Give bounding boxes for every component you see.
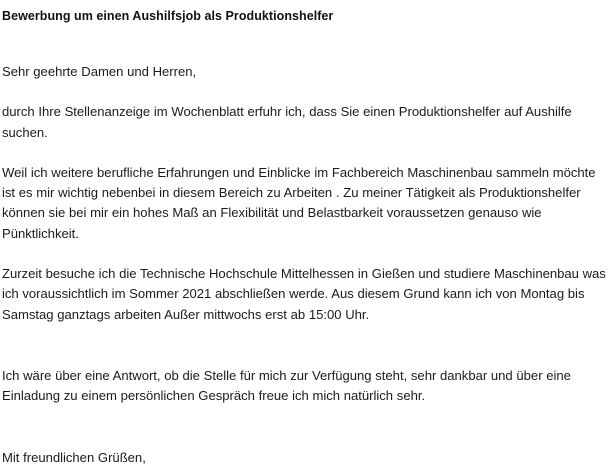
body-paragraph-3: Zurzeit besuche ich die Technische Hochschule Mittelhessen in Gießen und studiere Maschinenbau was ich voraussichtlich im Sommer 2021 abschließen werde. Aus diesem Grund kann ich von Montag bis Samstag ganztags arbeiten Außer mittwochs erst ab 15:00 Uhr. xyxy=(2,266,606,322)
spacer-after-paragraph-1 xyxy=(2,143,609,163)
spacer-before-closing xyxy=(2,407,609,448)
spacer-after-salutation xyxy=(2,82,609,102)
salutation-line: Sehr geehrte Damen und Herren, xyxy=(2,64,197,79)
spacer-after-paragraph-2 xyxy=(2,244,609,264)
body-paragraph-4: Ich wäre über eine Antwort, ob die Stelle für mich zur Verfügung steht, sehr dankbar und über eine Einladung zu einem persönlichen Gespräch freue ich mich natürlich sehr. xyxy=(2,367,571,404)
closing-line: Mit freundlichen Grüßen, xyxy=(2,449,146,465)
body-paragraph-1: durch Ihre Stellenanzeige im Wochenblatt erfuhr ich, dass Sie einen Produktionshelfer auf Aushilfe suchen. xyxy=(2,104,572,140)
spacer-after-title xyxy=(2,26,609,62)
spacer-after-paragraph-3 xyxy=(2,325,609,366)
page-title: Bewerbung um einen Aushilfsjob als Produktionshelfer xyxy=(2,9,334,23)
body-paragraph-2: Weil ich weitere berufliche Erfahrungen und Einblicke im Fachbereich Maschinenbau sammeln möchte ist es mir wichtig nebenbei in diesem Bereich zu Arbeiten . Zu meiner Tätigkeit als Produktionshelfer können sie bei mir ein hohes Maß an Flexibilität und Belastbarkeit voraussetzen genauso wie Pünktlichkeit. xyxy=(2,164,596,241)
